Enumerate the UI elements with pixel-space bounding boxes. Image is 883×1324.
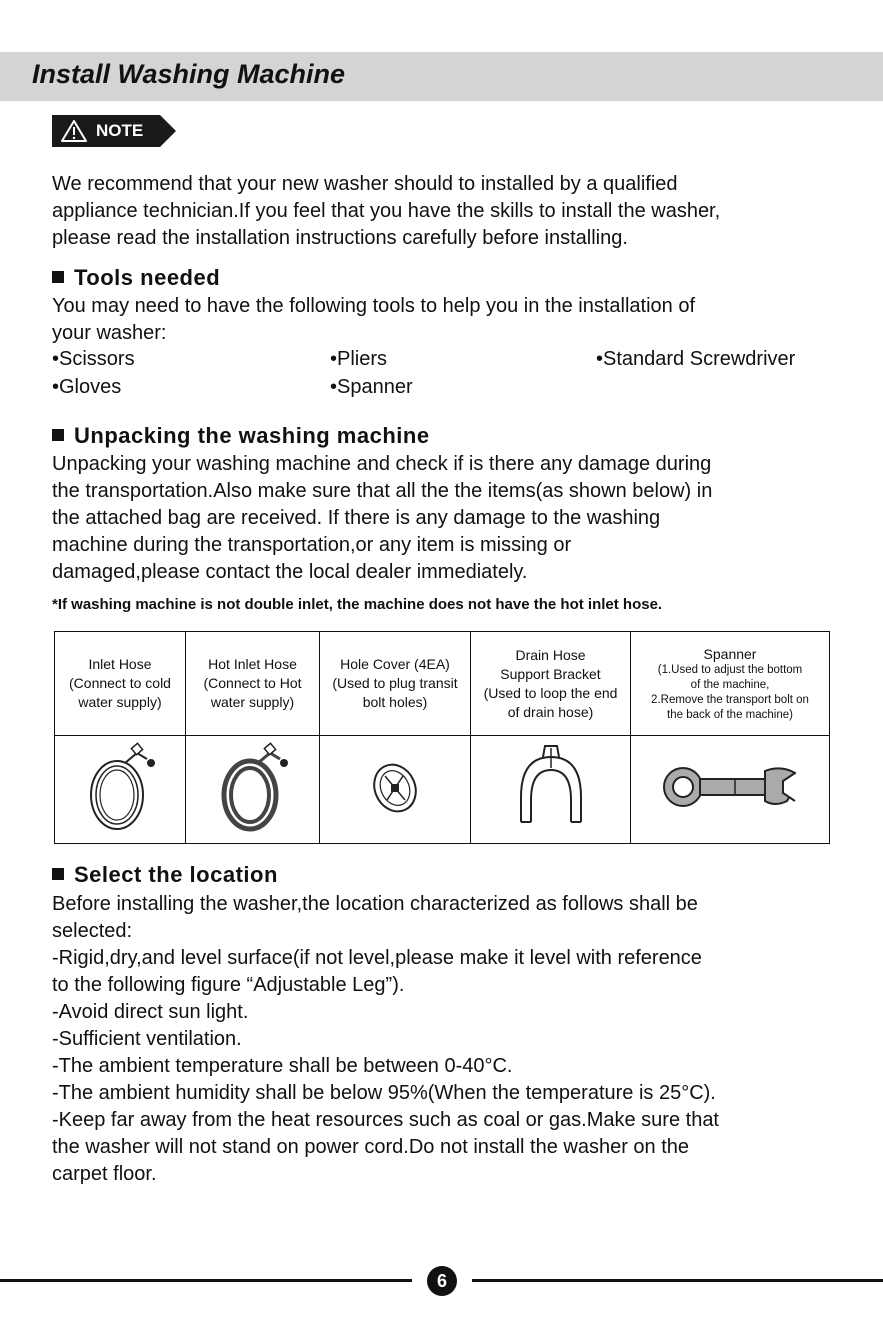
intro-line: please read the installation instructions carefully before installing.: [52, 227, 628, 249]
bullet-square-icon: [52, 868, 64, 880]
location-line: -Avoid direct sun light.: [52, 1001, 249, 1023]
tool-item: •Gloves: [52, 376, 122, 398]
note-badge: [52, 115, 176, 147]
tool-item: •Pliers: [330, 348, 388, 370]
tool-item: •Spanner: [330, 376, 413, 398]
location-line: to the following figure “Adjustable Leg”).: [52, 974, 405, 996]
footer-rule-left: [0, 1279, 412, 1282]
unpacking-line: the transportation.Also make sure that all the the items(as shown below) in: [52, 480, 713, 502]
hot-inlet-hose-cell: [186, 736, 320, 844]
location-line: -Sufficient ventilation.: [52, 1028, 242, 1050]
page-number: 6: [427, 1266, 457, 1296]
intro-line: appliance technician.If you feel that you have the skills to install the washer,: [52, 200, 721, 222]
tool-item: •Standard Screwdriver: [596, 348, 796, 370]
drain-bracket-cell: [471, 736, 631, 844]
unpacking-line: damaged,please contact the local dealer immediately.: [52, 561, 528, 583]
hot-inlet-hose-icon: [208, 737, 298, 837]
page-title: Install Washing Machine: [32, 59, 346, 89]
hole-cover-icon: [365, 752, 425, 822]
footer-rule-right: [472, 1279, 883, 1282]
location-line: the washer will not stand on power cord.Do not install the washer on the: [52, 1136, 690, 1158]
drain-hose-bracket-icon: [501, 742, 601, 832]
single-inlet-note: *If washing machine is not double inlet, the machine does not have the hot inlet hose.: [52, 596, 663, 613]
unpacking-heading: Unpacking the washing machine: [52, 423, 430, 449]
location-heading: Select the location: [52, 862, 278, 888]
note-label: NOTE: [96, 121, 144, 140]
accessory-label-hot-inlet-hose: Hot Inlet Hose (Connect to Hot water supply): [186, 632, 320, 736]
unpacking-line: the attached bag are received. If there is any damage to the washing: [52, 507, 661, 529]
accessories-table: [54, 631, 830, 844]
location-line: -The ambient temperature shall be between 0-40°C.: [52, 1055, 513, 1077]
location-line: selected:: [52, 920, 133, 942]
accessory-label-hole-cover: Hole Cover (4EA) (Used to plug transit bolt holes): [320, 632, 471, 736]
accessory-label-drain-bracket: Drain Hose Support Bracket (Used to loop the end of drain hose): [471, 632, 631, 736]
location-line: -Rigid,dry,and level surface(if not level,please make it level with reference: [52, 947, 702, 969]
tools-heading: Tools needed: [52, 265, 220, 291]
location-line: carpet floor.: [52, 1163, 157, 1185]
unpacking-line: machine during the transportation,or any item is missing or: [52, 534, 572, 556]
bullet-square-icon: [52, 271, 64, 283]
location-line: -Keep far away from the heat resources such as coal or gas.Make sure that: [52, 1109, 719, 1131]
location-line: -The ambient humidity shall be below 95%(When the temperature is 25°C).: [52, 1082, 716, 1104]
accessory-label-inlet-hose: Inlet Hose (Connect to cold water supply): [55, 632, 186, 736]
tools-intro-line: your washer:: [52, 322, 167, 344]
inlet-hose-icon: [75, 737, 165, 837]
intro-line: We recommend that your new washer should to installed by a qualified: [52, 173, 678, 195]
spanner-cell: [631, 736, 830, 844]
bullet-square-icon: [52, 429, 64, 441]
inlet-hose-cell: [55, 736, 186, 844]
hole-cover-cell: [320, 736, 471, 844]
location-line: Before installing the washer,the location characterized as follows shall be: [52, 893, 698, 915]
accessory-label-spanner: Spanner (1.Used to adjust the bottom of the machine, 2.Remove the transport bolt on the back of the machine): [631, 632, 830, 736]
tool-item: •Scissors: [52, 348, 135, 370]
unpacking-line: Unpacking your washing machine and check if is there any damage during: [52, 453, 712, 475]
tools-intro-line: You may need to have the following tools to help you in the installation of: [52, 295, 696, 317]
spanner-icon: [655, 757, 805, 817]
